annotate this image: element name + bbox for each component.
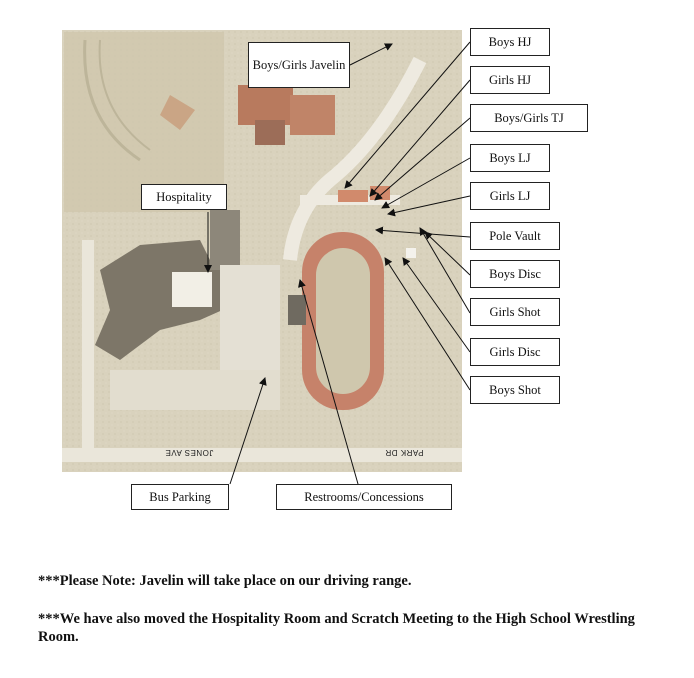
arrow-boys-hj	[345, 42, 470, 188]
arrow-bus-parking	[230, 378, 265, 484]
label-hospitality: Hospitality	[141, 184, 227, 210]
street-park-dr: PARK DR	[385, 448, 424, 457]
label-javelin: Boys/Girls Javelin	[248, 42, 350, 88]
label-boys-shot: Boys Shot	[470, 376, 560, 404]
label-boys-hj: Boys HJ	[470, 28, 550, 56]
label-girls-disc: Girls Disc	[470, 338, 560, 366]
arrow-boys-shot	[385, 258, 470, 390]
label-girls-lj: Girls LJ	[470, 182, 550, 210]
label-girls-hj: Girls HJ	[470, 66, 550, 94]
street-jones-ave: JONES AVE	[165, 448, 214, 457]
label-boys-girls-tj: Boys/Girls TJ	[470, 104, 588, 132]
label-pole-vault: Pole Vault	[470, 222, 560, 250]
arrow-restrooms	[300, 280, 358, 484]
arrow-girls-lj	[388, 196, 470, 214]
arrow-girls-shot	[420, 228, 470, 313]
note-hospitality: ***We have also moved the Hospitality Room and Scratch Meeting to the High School Wrestling Room.	[38, 611, 635, 645]
label-boys-lj: Boys LJ	[470, 144, 550, 172]
arrow-javelin	[350, 44, 392, 65]
arrow-girls-hj	[370, 80, 470, 196]
arrow-boys-disc	[425, 232, 470, 275]
label-restrooms-concessions: Restrooms/Concessions	[276, 484, 452, 510]
label-girls-shot: Girls Shot	[470, 298, 560, 326]
arrow-boys-girls-tj	[375, 118, 470, 200]
label-bus-parking: Bus Parking	[131, 484, 229, 510]
note-javelin: ***Please Note: Javelin will take place on our driving range.	[38, 573, 412, 589]
label-boys-disc: Boys Disc	[470, 260, 560, 288]
